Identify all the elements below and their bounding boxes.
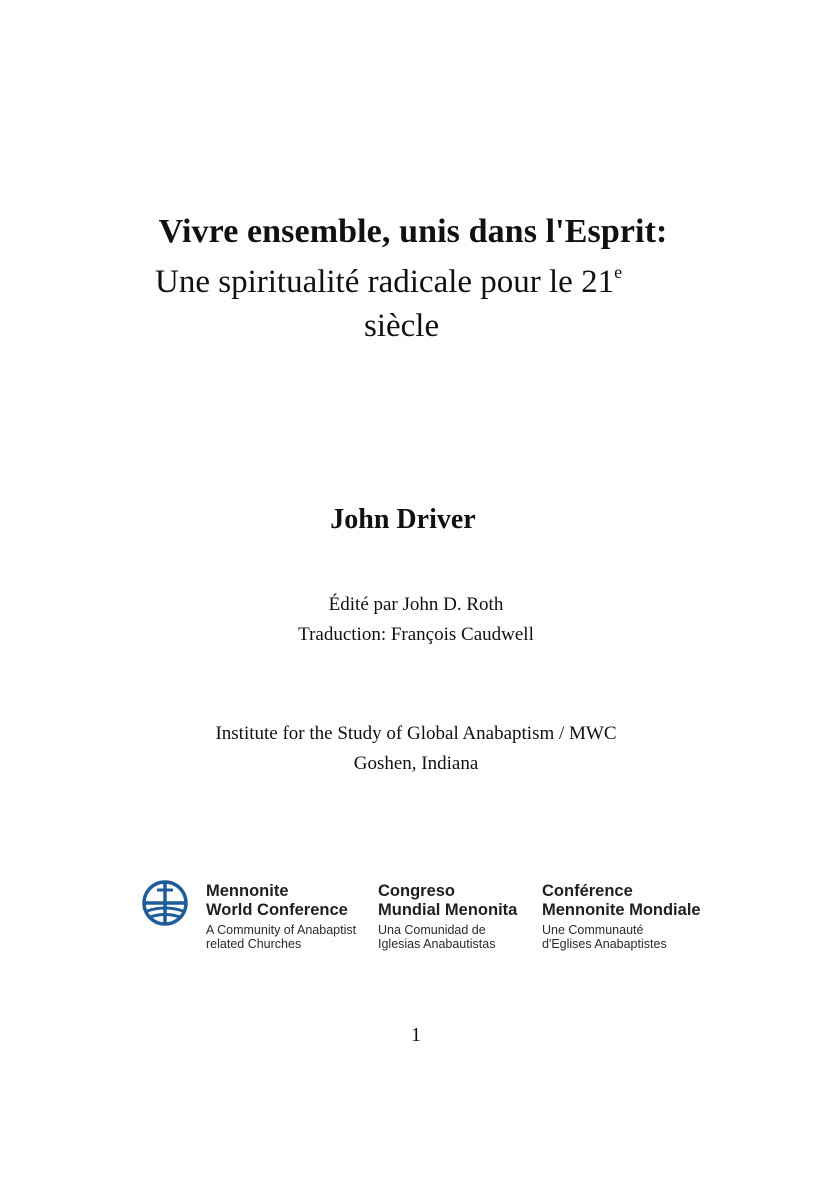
document-title: Vivre ensemble, unis dans l'Esprit: <box>158 213 668 250</box>
author-name: John Driver <box>330 504 476 535</box>
logo-french-tagline-1: Une Communauté <box>542 923 644 937</box>
logo-spanish <box>378 882 517 951</box>
mwc-logo <box>140 876 730 960</box>
logo-english-tagline-1: A Community of Anabaptist <box>206 923 357 937</box>
translator-credit: Traduction: François Caudwell <box>298 624 534 645</box>
page-number: 1 <box>411 1024 421 1046</box>
publisher-location: Goshen, Indiana <box>353 753 479 774</box>
logo-french-name-1: Conférence <box>542 882 633 900</box>
subtitle-line-1 <box>155 262 622 302</box>
logo-english <box>206 882 356 951</box>
subtitle-superscript: e <box>614 262 623 282</box>
logo-french <box>542 882 701 951</box>
editor-credit: Édité par John D. Roth <box>328 594 504 615</box>
logo-french-name-2: Mennonite Mondiale <box>542 901 701 919</box>
logo-spanish-name-2: Mundial Menonita <box>378 901 518 919</box>
logo-spanish-tagline-2: Iglesias Anabautistas <box>378 937 496 951</box>
subtitle-text: Une spiritualité radicale pour le 21 <box>155 264 615 300</box>
logo-english-tagline-2: related Churches <box>206 937 302 951</box>
logo-english-name-1: Mennonite <box>206 882 289 900</box>
subtitle-line-2: siècle <box>364 308 440 344</box>
logo-english-name-2: World Conference <box>206 901 348 919</box>
logo-french-tagline-2: d'Eglises Anabaptistes <box>542 937 667 951</box>
publisher-institute: Institute for the Study of Global Anabaptism / MWC <box>215 723 617 744</box>
mwc-globe-cross-icon <box>140 878 190 928</box>
logo-spanish-name-1: Congreso <box>378 882 456 900</box>
logo-spanish-tagline-1: Una Comunidad de <box>378 923 486 937</box>
